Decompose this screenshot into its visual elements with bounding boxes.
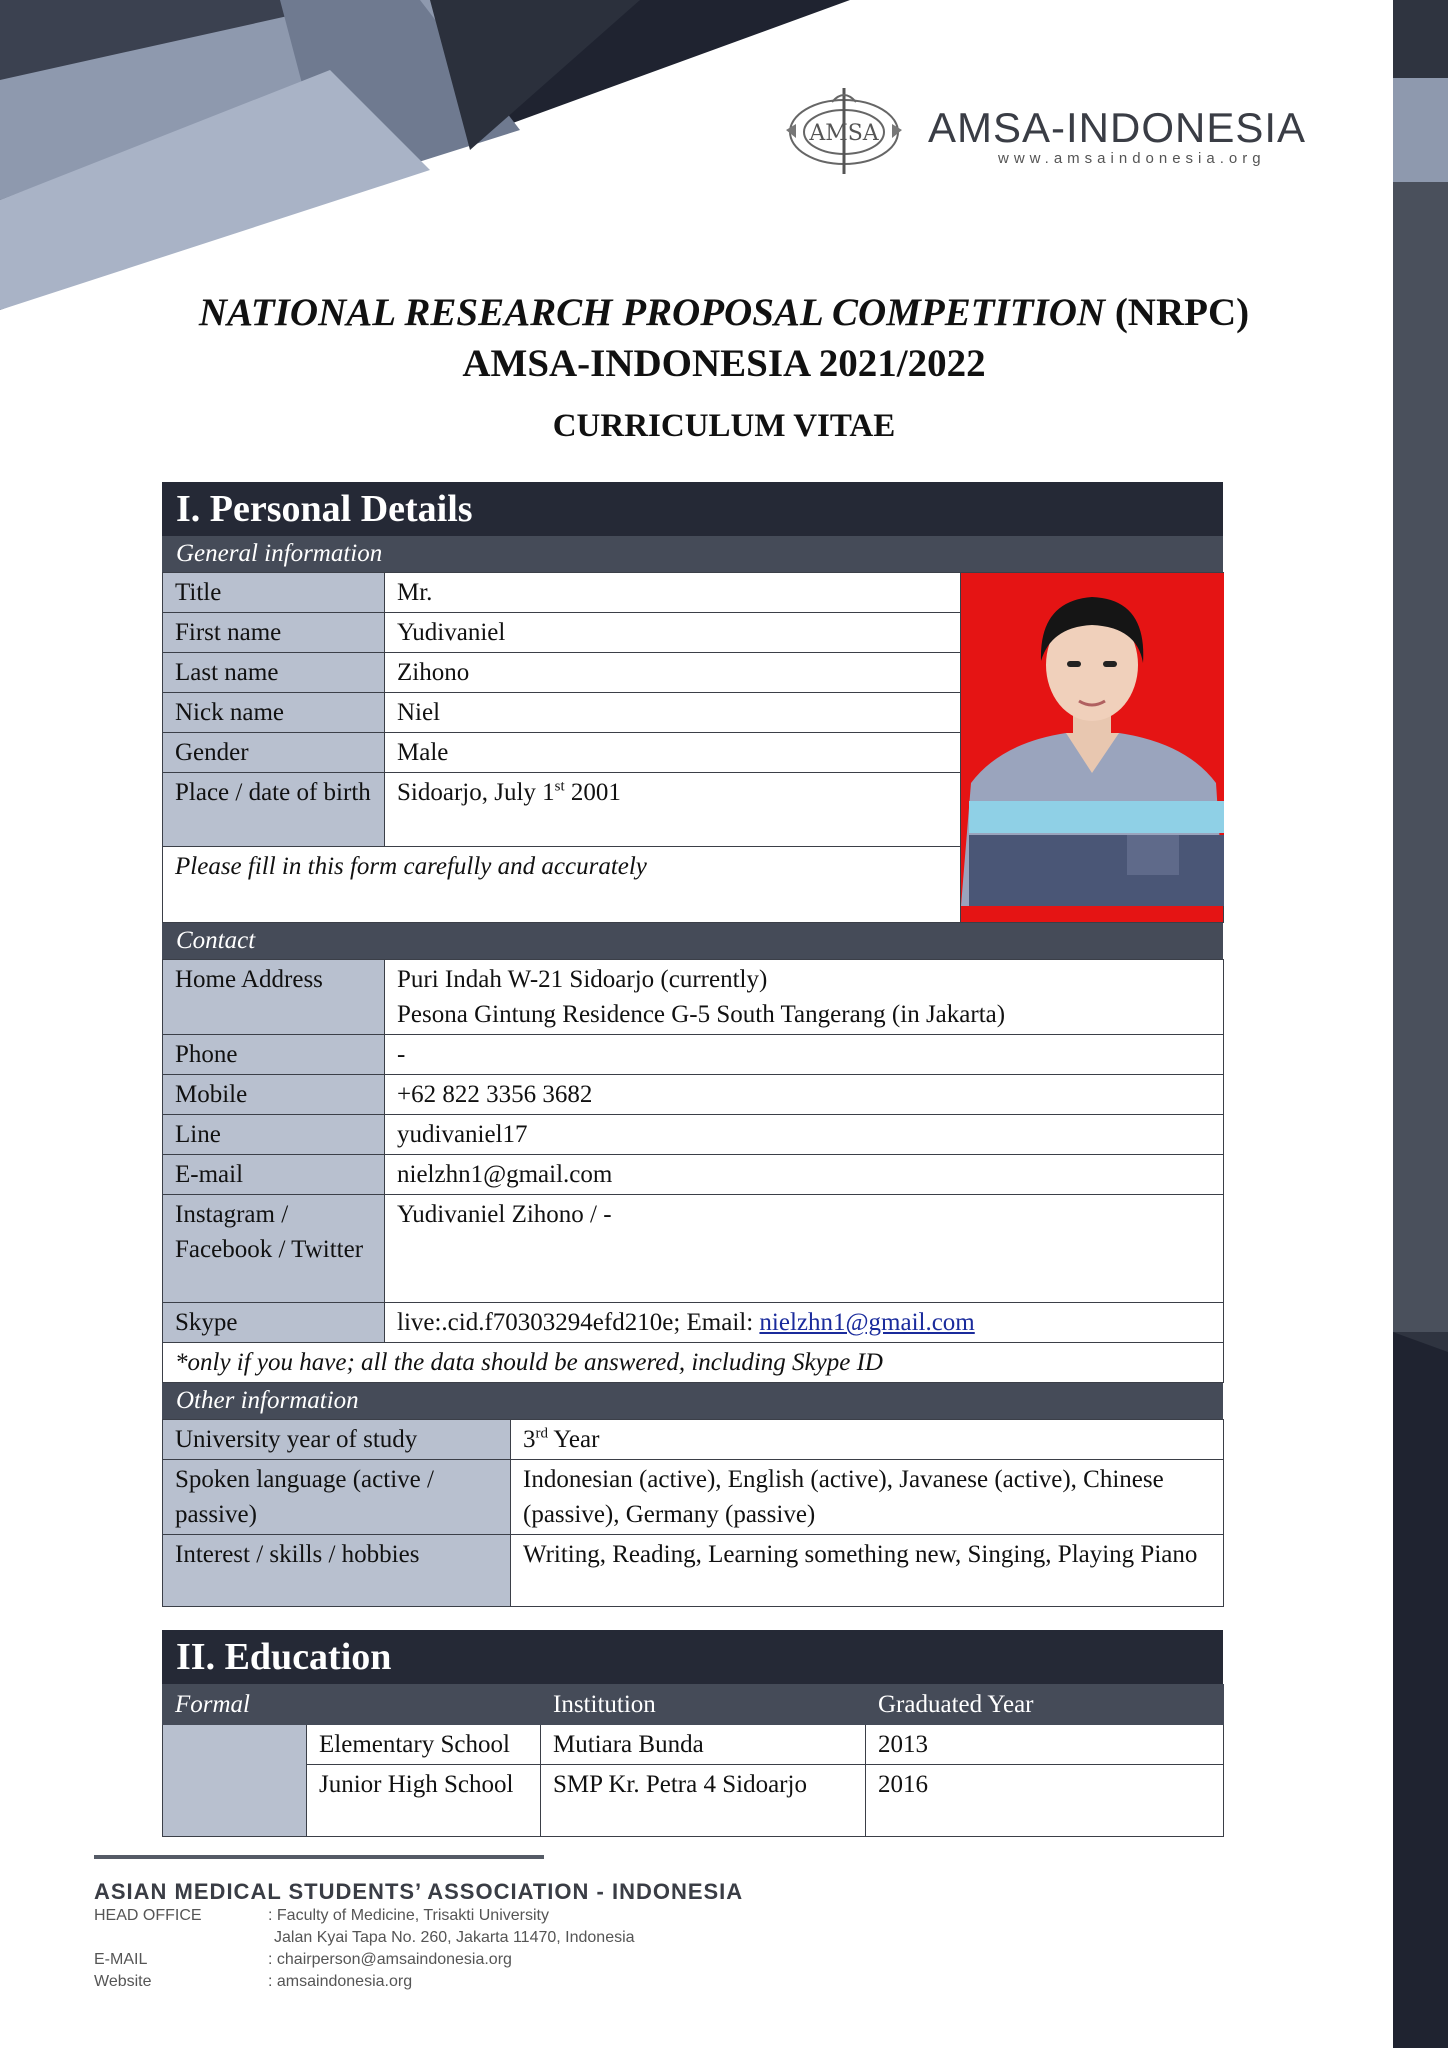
section-heading: II. Education [162,1630,1223,1684]
title-value: Mr. [385,573,961,613]
last-name-label: Last name [163,653,385,693]
competition-title [160,290,1288,335]
mobile-label: Mobile [163,1075,385,1115]
interest-value: Writing, Reading, Learning something new, Singing, Playing Piano [511,1535,1224,1607]
last-name-value: Zihono [385,653,961,693]
profile-photo-image [961,573,1224,906]
footer-email-label: E-MAIL [94,1951,148,1968]
section-heading: I. Personal Details [162,482,1223,536]
general-info-table [162,572,1224,923]
phone-label: Phone [163,1035,385,1075]
formal-spacer [163,1725,307,1837]
head-office-line2: Jalan Kyai Tapa No. 260, Jakarta 11470, Indonesia [274,1929,635,1946]
education-table [162,1684,1224,1837]
skype-value: live:.cid.f70303294efd210e; Email: nielzhn1@gmail.com [385,1303,1224,1343]
institution-col-header: Institution [541,1685,866,1725]
gender-value: Male [385,733,961,773]
skype-label: Skype [163,1303,385,1343]
social-label: Instagram / Facebook / Twitter [163,1195,385,1303]
birth-label: Place / date of birth [163,773,385,847]
interest-label: Interest / skills / hobbies [163,1535,511,1607]
first-name-value: Yudivaniel [385,613,961,653]
footer-rule [94,1855,544,1859]
address-value: Puri Indah W-21 Sidoarjo (currently) Pesona Gintung Residence G-5 South Tangerang (in Jakarta) [385,960,1224,1035]
level-cell: Elementary School [307,1725,541,1765]
social-value: Yudivaniel Zihono / - [385,1195,1224,1303]
contact-table [162,959,1224,1383]
formal-label: Formal [163,1685,541,1725]
table-row [163,1725,1224,1765]
amsa-logo [780,78,1340,188]
logo-wordmark: AMSA-INDONESIA [928,104,1307,151]
language-value: Indonesian (active), English (active), Javanese (active), Chinese (passive), Germany (passive) [511,1460,1224,1535]
footer [94,1855,894,1995]
nick-name-value: Niel [385,693,961,733]
title-label: Title [163,573,385,613]
line-value: yudivaniel17 [385,1115,1224,1155]
mobile-value: +62 822 3356 3682 [385,1075,1224,1115]
language-label: Spoken language (active / passive) [163,1460,511,1535]
other-info-table [162,1419,1224,1607]
competition-subtitle: AMSA-INDONESIA 2021/2022 [462,342,986,385]
level-cell: Junior High School [307,1765,541,1837]
competition-abbr: (NRPC) [1114,291,1250,334]
footer-email-value: : chairperson@amsaindonesia.org [268,1951,512,1968]
competition-name: NATIONAL RESEARCH PROPOSAL COMPETITION [198,291,1106,334]
phone-value: - [385,1035,1224,1075]
skype-email-link[interactable]: nielzhn1@gmail.com [759,1309,975,1336]
year-label: University year of study [163,1420,511,1460]
email-label: E-mail [163,1155,385,1195]
institution-cell: Mutiara Bunda [541,1725,866,1765]
footer-org-name: ASIAN MEDICAL STUDENTS’ ASSOCIATION - INDONESIA [94,1879,744,1904]
first-name-label: First name [163,613,385,653]
address-label: Home Address [163,960,385,1035]
line-label: Line [163,1115,385,1155]
skype-note: *only if you have; all the data should be answered, including Skype ID [163,1343,1224,1383]
fill-note: Please fill in this form carefully and accurately [163,847,961,923]
document-title: CURRICULUM VITAE [552,408,896,444]
year-col-header: Graduated Year [866,1685,1224,1725]
table-row [163,1765,1224,1837]
other-info-heading: Other information [162,1383,1223,1419]
footer-website-value: : amsaindonesia.org [268,1973,413,1990]
footer-website-label: Website [94,1973,152,1990]
svg-text:AMSA: AMSA [809,121,879,146]
amsa-seal-icon [780,82,908,182]
profile-photo [961,573,1224,923]
institution-cell: SMP Kr. Petra 4 Sidoarjo [541,1765,866,1837]
year-cell: 2013 [866,1725,1224,1765]
head-office-line1: : Faculty of Medicine, Trisakti University [268,1907,549,1924]
nick-name-label: Nick name [163,693,385,733]
personal-details-section [162,482,1223,1607]
year-value: 3rd Year [511,1420,1224,1460]
year-cell: 2016 [866,1765,1224,1837]
head-office-label: HEAD OFFICE [94,1907,202,1924]
logo-url: www.amsaindonesia.org [998,150,1266,167]
gender-label: Gender [163,733,385,773]
general-info-heading: General information [162,536,1223,572]
birth-value: Sidoarjo, July 1st 2001 [385,773,961,847]
contact-heading: Contact [162,923,1223,959]
education-section [162,1630,1223,1837]
email-value: nielzhn1@gmail.com [385,1155,1224,1195]
